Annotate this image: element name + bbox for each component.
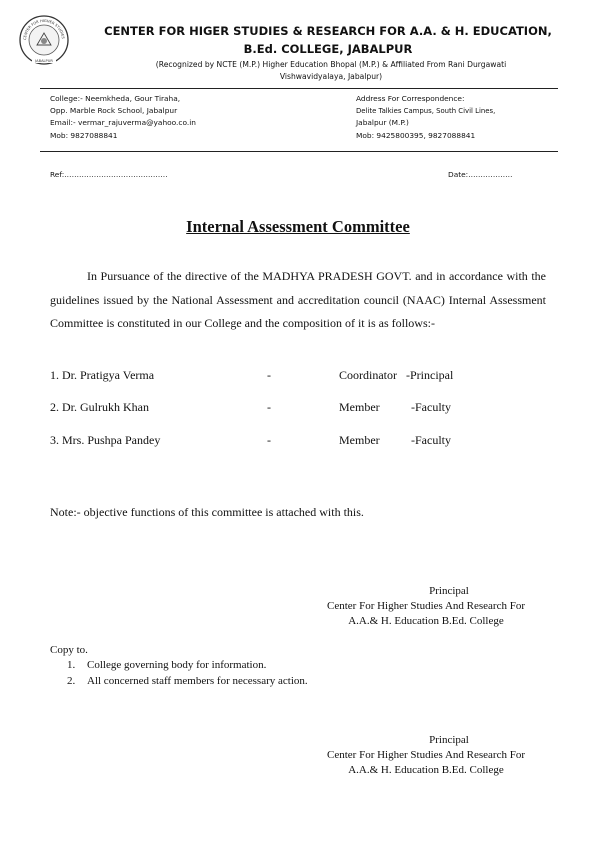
signature-title: Principal <box>429 585 469 597</box>
header-divider-bottom <box>40 151 558 152</box>
document-title: Internal Assessment Committee <box>186 217 410 236</box>
address-left-email: Email:- vermar_rajuverma@yahoo.co.in <box>50 118 196 128</box>
copy-to-item-number: 2. <box>67 675 76 687</box>
recognition-line2: Vishwavidyalaya, Jabalpur) <box>279 72 383 81</box>
copy-to-item-text: College governing body for information. <box>87 659 267 671</box>
address-right-phone: Mob: 9425800395, 9827088841 <box>356 130 476 140</box>
committee-member-row <box>50 433 550 449</box>
college-name-line1: CENTER FOR HIGER STUDIES & RESEARCH FOR A.A. & H. EDUCATION, <box>104 24 552 38</box>
svg-text:CENTER FOR HIGHER STUDIES AND: CENTER FOR HIGHER STUDIES <box>22 18 65 41</box>
recognition-line1: (Recognized by NCTE (M.P.) Higher Education Bhopal (M.P.) & Affiliated From Rani Durgawati <box>155 60 507 69</box>
date-field: Date:……………… <box>448 170 513 179</box>
committee-member-row <box>50 400 550 416</box>
member-dash: - <box>267 433 271 447</box>
signature-institution: A.A.& H. Education B.Ed. College <box>348 764 504 776</box>
copy-to-item <box>67 659 266 671</box>
address-right-line: Jabalpur (M.P.) <box>356 118 409 128</box>
member-designation: -Faculty <box>411 400 451 414</box>
note-text: Note:- objective functions of this committee is attached with this. <box>50 505 364 519</box>
committee-member-row <box>50 368 550 384</box>
copy-to-label: Copy to. <box>50 644 88 656</box>
member-role: Member <box>339 433 380 447</box>
signature-institution: Center For Higher Studies And Research For <box>327 749 525 761</box>
recognition-text <box>96 59 566 83</box>
college-name-line2: B.Ed. COLLEGE, JABALPUR <box>243 42 413 56</box>
college-address-block <box>50 93 196 142</box>
correspondence-address-block <box>356 93 495 142</box>
ref-field: Ref:…………………………………… <box>50 170 168 179</box>
principal-signature-block <box>300 584 552 629</box>
signature-institution: Center For Higher Studies And Research For <box>327 600 525 612</box>
svg-text:JABALPUR: JABALPUR <box>35 59 53 63</box>
body-paragraph: In Pursuance of the directive of the MADHYA PRADESH GOVT. and in accordance with the guidelines issued by the National Assessment and accreditation council (NAAC) Internal Assessment Committee is constituted in our College and the composition of it is as follows:- <box>50 269 546 330</box>
copy-to-item-number: 1. <box>67 659 76 671</box>
member-role: Member <box>339 400 380 414</box>
member-dash: - <box>267 400 271 414</box>
member-role: Coordinator <box>339 368 397 382</box>
address-left-line: Opp. Marble Rock School, Jabalpur <box>50 106 178 116</box>
member-dash: - <box>267 368 271 382</box>
address-left-phone: Mob: 9827088841 <box>50 130 118 140</box>
signature-title: Principal <box>429 734 469 746</box>
copy-to-item <box>67 675 308 687</box>
member-name: 3. Mrs. Pushpa Pandey <box>50 433 161 447</box>
copy-to-item-text: All concerned staff members for necessary action. <box>87 675 308 687</box>
member-designation: -Principal <box>406 368 454 382</box>
signature-institution: A.A.& H. Education B.Ed. College <box>348 615 504 627</box>
college-seal-logo <box>18 14 70 66</box>
address-left-line: College:- Neemkheda, Gour Tiraha, <box>50 94 181 103</box>
header-divider-top <box>40 88 558 89</box>
member-designation: -Faculty <box>411 433 451 447</box>
principal-signature-block <box>300 733 552 778</box>
address-right-line: Delite Talkies Campus, South Civil Lines, <box>356 107 496 116</box>
member-name: 2. Dr. Gulrukh Khan <box>50 400 149 414</box>
member-name: 1. Dr. Pratigya Verma <box>50 368 155 382</box>
address-right-heading: Address For Correspondence: <box>356 94 465 103</box>
